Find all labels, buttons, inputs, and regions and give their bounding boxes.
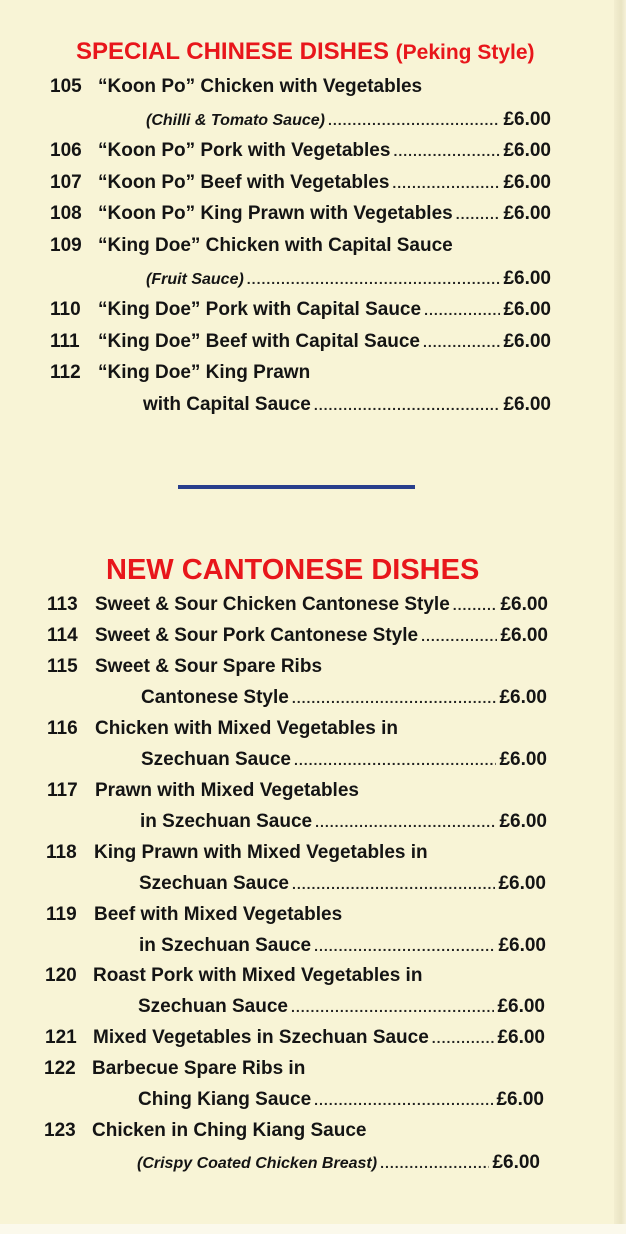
- dot-leader: [432, 1030, 495, 1046]
- item-name: Beef with Mixed Vegetables: [94, 904, 343, 925]
- menu-item-111: [50, 331, 551, 357]
- menu-item-120-detail: [138, 996, 545, 1022]
- dot-leader: [392, 175, 500, 191]
- item-name: King Prawn with Mixed Vegetables in: [94, 842, 428, 863]
- item-price: £6.00: [499, 811, 547, 832]
- menu-item-106: [50, 140, 551, 166]
- item-name-continued: Szechuan Sauce: [139, 873, 289, 894]
- item-price: £6.00: [503, 109, 551, 130]
- item-number: 121: [45, 1027, 77, 1048]
- section-title-new-cantonese: [106, 554, 479, 587]
- section-divider: [178, 485, 415, 489]
- item-number: 110: [50, 299, 81, 320]
- item-price: £6.00: [503, 268, 551, 289]
- item-price: £6.00: [498, 935, 546, 956]
- menu-item-118: [46, 842, 494, 868]
- item-name: Chicken with Mixed Vegetables in: [95, 718, 399, 739]
- menu-item-115-detail: [141, 687, 547, 713]
- menu-item-110: [50, 299, 551, 325]
- dot-leader: [291, 999, 495, 1015]
- dot-leader: [292, 876, 496, 892]
- dot-leader: [423, 334, 500, 350]
- item-name: Sweet & Sour Pork Cantonese Style: [95, 625, 419, 646]
- item-name: “Koon Po” Pork with Vegetables: [98, 140, 391, 161]
- section-title-text: SPECIAL CHINESE DISHES: [76, 38, 389, 65]
- dot-leader: [314, 397, 501, 413]
- menu-item-120: [45, 965, 493, 991]
- item-price: £6.00: [499, 687, 547, 708]
- dot-leader: [314, 1092, 493, 1108]
- dot-leader: [453, 597, 498, 613]
- item-name: Prawn with Mixed Vegetables: [95, 780, 359, 801]
- item-name-continued: Cantonese Style: [141, 687, 289, 708]
- item-number: 109: [50, 235, 82, 256]
- dot-leader: [314, 938, 495, 954]
- item-number: 107: [50, 172, 82, 193]
- item-note: (Chilli & Tomato Sauce): [146, 112, 325, 129]
- item-name: Sweet & Sour Spare Ribs: [95, 656, 323, 677]
- item-name-continued: Ching Kiang Sauce: [138, 1089, 312, 1110]
- item-number: 106: [50, 140, 82, 161]
- menu-item-109-detail: [146, 268, 551, 294]
- item-number: 115: [47, 656, 78, 677]
- menu-item-117: [47, 780, 495, 806]
- item-number: 111: [50, 331, 80, 352]
- item-name: “King Doe” Pork with Capital Sauce: [98, 299, 422, 320]
- item-name: Barbecue Spare Ribs in: [92, 1058, 306, 1079]
- item-name: “Koon Po” King Prawn with Vegetables: [98, 203, 453, 224]
- item-name-continued: in Szechuan Sauce: [140, 811, 313, 832]
- section-subtitle: (Peking Style): [395, 41, 535, 64]
- dot-leader: [292, 690, 497, 706]
- menu-item-105-detail: [146, 109, 551, 135]
- menu-item-117-detail: [140, 811, 547, 837]
- menu-item-118-detail: [139, 873, 546, 899]
- menu-item-114: [47, 625, 548, 651]
- dot-leader: [247, 271, 501, 287]
- item-price: £6.00: [492, 1152, 540, 1173]
- menu-item-112: [50, 362, 498, 388]
- menu-item-123: [44, 1120, 492, 1146]
- menu-item-122: [44, 1058, 492, 1084]
- menu-item-121: [45, 1027, 545, 1053]
- item-price: £6.00: [499, 749, 547, 770]
- item-name: Sweet & Sour Chicken Cantonese Style: [95, 594, 450, 615]
- menu-item-105: [50, 76, 498, 102]
- item-price: £6.00: [503, 299, 551, 320]
- item-number: 112: [50, 362, 81, 383]
- item-number: 122: [44, 1058, 76, 1079]
- item-name-continued: in Szechuan Sauce: [139, 935, 312, 956]
- page-edge: [614, 0, 626, 1234]
- menu-item-119: [46, 904, 494, 930]
- menu-item-123-detail: [137, 1152, 540, 1178]
- menu-item-107: [50, 172, 551, 198]
- item-name: “King Doe” Beef with Capital Sauce: [98, 331, 420, 352]
- page-bottom-edge: [0, 1224, 626, 1234]
- menu-item-112-detail: [143, 394, 551, 420]
- item-price: £6.00: [503, 331, 551, 352]
- item-name: “King Doe” Chicken with Capital Sauce: [98, 235, 453, 256]
- item-number: 113: [47, 594, 78, 615]
- item-name-continued: Szechuan Sauce: [141, 749, 291, 770]
- dot-leader: [315, 814, 496, 830]
- section-title-text: NEW CANTONESE DISHES: [106, 554, 480, 586]
- menu-item-116-detail: [141, 749, 547, 775]
- dot-leader: [393, 143, 500, 159]
- item-name: Mixed Vegetables in Szechuan Sauce: [93, 1027, 429, 1048]
- menu-item-115: [47, 656, 495, 682]
- item-number: 108: [50, 203, 82, 224]
- item-price: £6.00: [497, 1027, 545, 1048]
- menu-item-119-detail: [139, 935, 546, 961]
- dot-leader: [380, 1155, 489, 1171]
- item-name: “Koon Po” Chicken with Vegetables: [98, 76, 423, 97]
- item-name: Chicken in Ching Kiang Sauce: [92, 1120, 367, 1141]
- dot-leader: [294, 752, 497, 768]
- section-title-special-chinese: [76, 38, 535, 66]
- item-price: £6.00: [498, 873, 546, 894]
- item-number: 114: [47, 625, 78, 646]
- menu-item-116: [47, 718, 495, 744]
- item-number: 116: [47, 718, 78, 739]
- item-name-continued: Szechuan Sauce: [138, 996, 288, 1017]
- dot-leader: [421, 628, 497, 644]
- dot-leader: [424, 302, 500, 318]
- item-number: 117: [47, 780, 78, 801]
- item-name: “Koon Po” Beef with Vegetables: [98, 172, 390, 193]
- item-price: £6.00: [496, 1089, 544, 1110]
- item-name-continued: with Capital Sauce: [143, 394, 311, 415]
- item-name: “King Doe” King Prawn: [98, 362, 311, 383]
- item-number: 123: [44, 1120, 76, 1141]
- menu-item-108: [50, 203, 551, 229]
- item-price: £6.00: [500, 625, 548, 646]
- item-price: £6.00: [500, 594, 548, 615]
- item-name: Roast Pork with Mixed Vegetables in: [93, 965, 423, 986]
- item-number: 119: [46, 904, 77, 925]
- item-price: £6.00: [497, 996, 545, 1017]
- item-price: £6.00: [503, 172, 551, 193]
- item-number: 105: [50, 76, 82, 97]
- item-price: £6.00: [503, 394, 551, 415]
- item-number: 118: [46, 842, 77, 863]
- dot-leader: [456, 206, 501, 222]
- item-number: 120: [45, 965, 77, 986]
- item-price: £6.00: [503, 203, 551, 224]
- item-note: (Fruit Sauce): [146, 271, 244, 288]
- item-price: £6.00: [503, 140, 551, 161]
- menu-item-109: [50, 235, 498, 261]
- dot-leader: [328, 112, 500, 128]
- item-note: (Crispy Coated Chicken Breast): [137, 1155, 378, 1172]
- menu-item-113: [47, 594, 548, 620]
- menu-item-122-detail: [138, 1089, 544, 1115]
